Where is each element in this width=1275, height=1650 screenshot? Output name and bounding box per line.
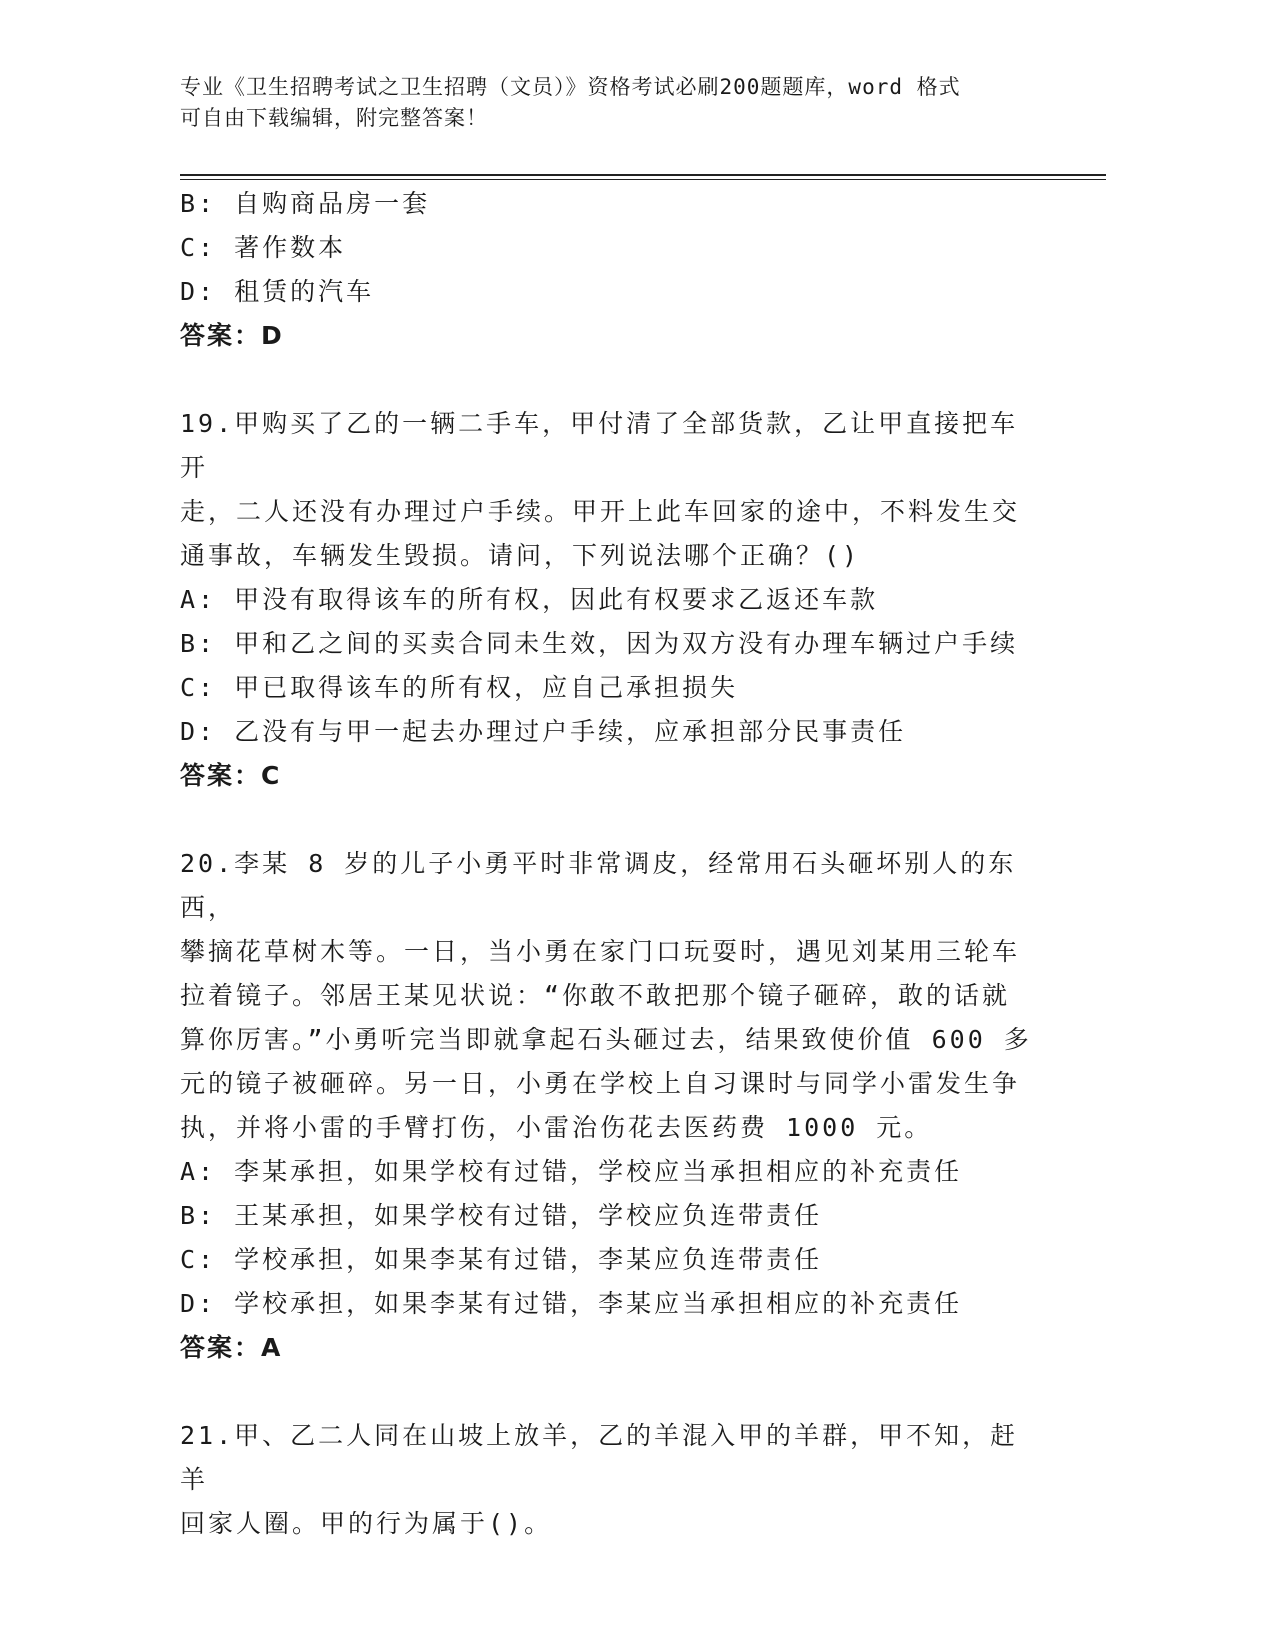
question-stem-line: 走，二人还没有办理过户手续。甲开上此车回家的途中，不料发生交 xyxy=(180,497,1021,526)
question-stem-line: 元的镜子被砸碎。另一日，小勇在学校上自习课时与同学小雷发生争 xyxy=(180,1069,1021,1098)
answer-label: 答案：A xyxy=(180,1333,283,1362)
question-18-continued xyxy=(180,182,1040,358)
document-body xyxy=(180,182,1040,1546)
header-line-1: 专业《卫生招聘考试之卫生招聘（文员）》资格考试必刷200题题库，word 格式 xyxy=(180,75,961,99)
question-stem-line: 回家人圈。甲的行为属于()。 xyxy=(180,1509,553,1538)
answer-label: 答案：C xyxy=(180,761,282,790)
header-line-2: 可自由下载编辑，附完整答案！ xyxy=(180,106,488,130)
question-stem-line: 攀摘花草树木等。一日，当小勇在家门口玩耍时，遇见刘某用三轮车 xyxy=(180,937,1021,966)
option-b: B: 自购商品房一套 xyxy=(180,189,431,218)
option-d: D: 学校承担，如果李某有过错，李某应当承担相应的补充责任 xyxy=(180,1289,963,1318)
page-header xyxy=(180,72,1060,134)
question-stem-line: 拉着镜子。邻居王某见状说：“你敢不敢把那个镜子砸碎，敢的话就 xyxy=(180,981,1011,1010)
option-a: A: 甲没有取得该车的所有权，因此有权要求乙返还车款 xyxy=(180,585,879,614)
question-19 xyxy=(180,402,1040,798)
question-stem-line: 21.甲、乙二人同在山坡上放羊，乙的羊混入甲的羊群，甲不知，赶羊 xyxy=(180,1421,1019,1494)
question-stem-line: 19.甲购买了乙的一辆二手车，甲付清了全部货款，乙让甲直接把车开 xyxy=(180,409,1019,482)
question-stem-line: 通事故，车辆发生毁损。请问，下列说法哪个正确？() xyxy=(180,541,861,570)
option-a: A: 李某承担，如果学校有过错，学校应当承担相应的补充责任 xyxy=(180,1157,963,1186)
answer-label: 答案：D xyxy=(180,321,284,350)
option-c: C: 著作数本 xyxy=(180,233,347,262)
header-divider xyxy=(180,174,1106,180)
option-d: D: 乙没有与甲一起去办理过户手续，应承担部分民事责任 xyxy=(180,717,907,746)
question-20 xyxy=(180,842,1040,1370)
option-c: C: 学校承担，如果李某有过错，李某应负连带责任 xyxy=(180,1245,823,1274)
question-stem-line: 20.李某 8 岁的儿子小勇平时非常调皮，经常用石头砸坏别人的东西， xyxy=(180,849,1017,922)
question-stem-line: 执，并将小雷的手臂打伤，小雷治伤花去医药费 1000 元。 xyxy=(180,1113,933,1142)
question-21 xyxy=(180,1414,1040,1546)
option-c: C: 甲已取得该车的所有权，应自己承担损失 xyxy=(180,673,739,702)
option-b: B: 甲和乙之间的买卖合同未生效，因为双方没有办理车辆过户手续 xyxy=(180,629,1019,658)
option-d: D: 租赁的汽车 xyxy=(180,277,375,306)
question-stem-line: 算你厉害。”小勇听完当即就拿起石头砸过去，结果致使价值 600 多 xyxy=(180,1025,1032,1054)
option-b: B: 王某承担，如果学校有过错，学校应负连带责任 xyxy=(180,1201,823,1230)
